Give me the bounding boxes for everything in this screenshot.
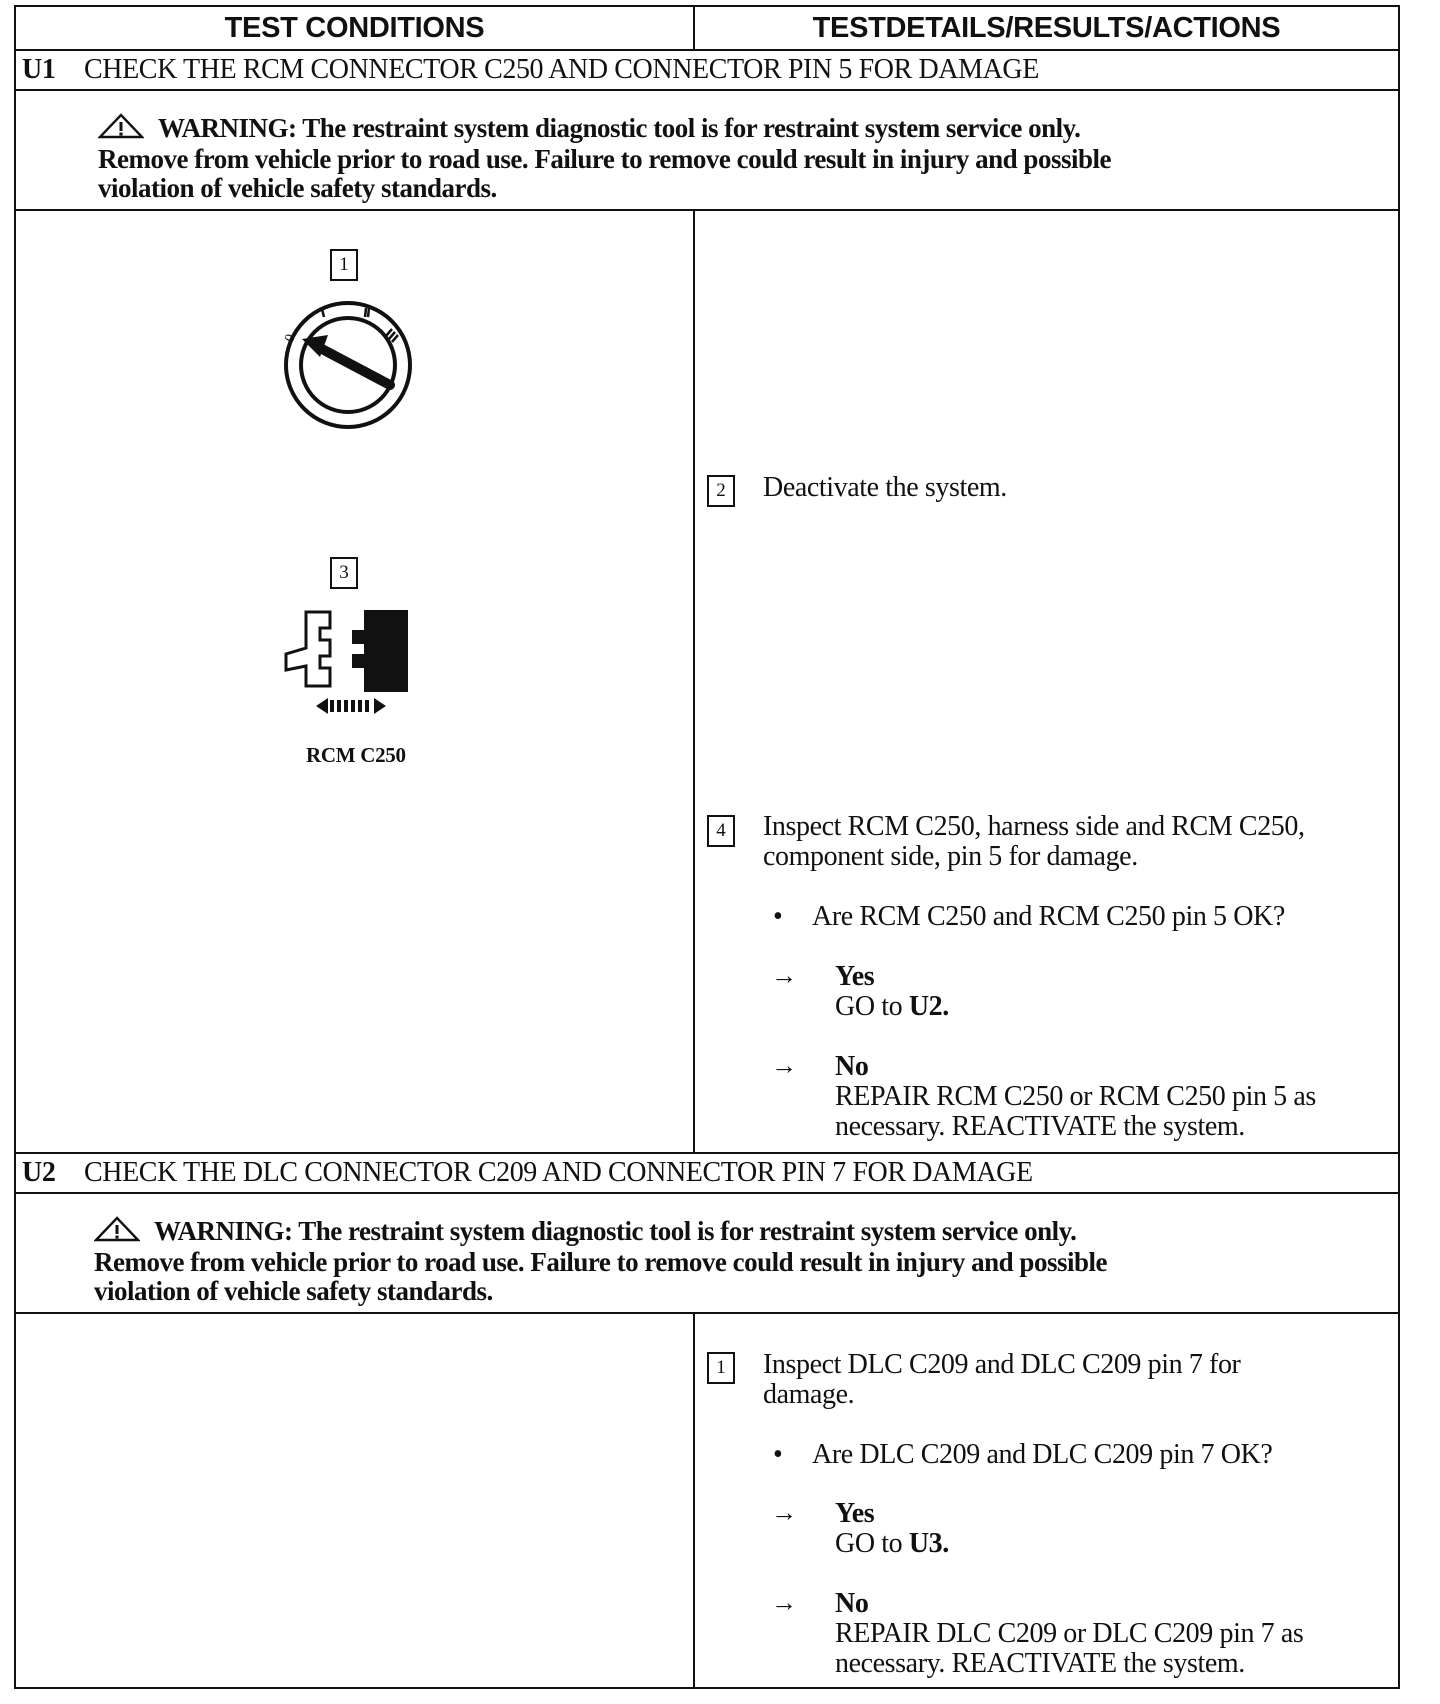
u1-no-label: No <box>835 1051 869 1082</box>
table-header <box>16 7 1398 49</box>
warning-triangle-icon <box>94 1216 140 1248</box>
u2-test-details <box>695 1314 1398 1687</box>
step-u2-title: CHECK THE DLC CONNECTOR C209 AND CONNECTOR PIN 7 FOR DAMAGE <box>84 1157 1033 1188</box>
step-u1-title-row <box>16 49 1398 89</box>
fig1-number-box: 1 <box>330 249 358 281</box>
u2-step1-line1: Inspect DLC C209 and DLC C209 pin 7 for <box>763 1349 1241 1380</box>
right-arrow-icon: → <box>771 1051 797 1080</box>
u1-warning-line2: Remove from vehicle prior to road use. Failure to remove could result in injury and possible <box>98 144 1111 174</box>
bullet-icon: • <box>773 901 783 932</box>
step-u1-title: CHECK THE RCM CONNECTOR C250 AND CONNECTOR PIN 5 FOR DAMAGE <box>84 54 1039 85</box>
step2-text: Deactivate the system. <box>763 472 1007 503</box>
u1-test-conditions <box>16 211 695 1152</box>
u1-body <box>16 209 1398 1152</box>
ignition-switch-icon <box>282 299 418 440</box>
u2-warning <box>16 1192 1398 1312</box>
right-arrow-icon: → <box>771 1498 797 1527</box>
u2-yes-goto: GO to <box>835 1528 903 1559</box>
u2-question: Are DLC C209 and DLC C209 pin 7 OK? <box>812 1439 1273 1470</box>
right-arrow-icon: → <box>771 961 797 990</box>
u1-yes-label: Yes <box>835 961 875 992</box>
u2-no-label: No <box>835 1588 869 1619</box>
u2-body <box>16 1312 1398 1687</box>
u1-warning <box>16 89 1398 209</box>
step-u2-id: U2 <box>22 1157 56 1188</box>
header-test-details: TESTDETAILS/RESULTS/ACTIONS <box>812 11 1281 44</box>
u1-warning-line1: WARNING: The restraint system diagnostic tool is for restraint system service only. <box>158 113 1081 143</box>
svg-text:0: 0 <box>282 332 299 345</box>
u1-yes-target: U2. <box>908 991 949 1022</box>
fig3-caption: RCM C250 <box>306 743 406 767</box>
u2-warning-line3: violation of vehicle safety standards. <box>94 1276 493 1306</box>
u2-no-line1: REPAIR DLC C209 or DLC C209 pin 7 as <box>835 1618 1304 1649</box>
step-u2-title-row <box>16 1152 1398 1192</box>
step4-number-box: 4 <box>707 815 735 847</box>
u1-no-line1: REPAIR RCM C250 or RCM C250 pin 5 as <box>835 1081 1316 1112</box>
fig3-number-box: 3 <box>330 557 358 589</box>
u1-yes-action <box>835 992 949 1022</box>
u2-warning-line1: WARNING: The restraint system diagnostic tool is for restraint system service only. <box>154 1216 1077 1246</box>
connector-disconnect-icon <box>282 604 422 739</box>
u1-warning-line3: violation of vehicle safety standards. <box>98 173 497 203</box>
right-arrow-icon: → <box>771 1588 797 1617</box>
u2-step1-line2: damage. <box>763 1379 855 1410</box>
step-u1-id: U1 <box>22 54 56 85</box>
u2-test-conditions <box>16 1314 695 1687</box>
u2-no-line2: necessary. REACTIVATE the system. <box>835 1648 1245 1679</box>
diagnostic-table <box>14 5 1400 1689</box>
u1-no-line2: necessary. REACTIVATE the system. <box>835 1111 1245 1142</box>
u2-yes-action <box>835 1529 949 1559</box>
warning-triangle-icon <box>98 113 144 145</box>
u2-yes-target: U3. <box>908 1528 949 1559</box>
step4-line2: component side, pin 5 for damage. <box>763 841 1138 872</box>
u1-yes-goto: GO to <box>835 991 903 1022</box>
u2-warning-line2: Remove from vehicle prior to road use. Failure to remove could result in injury and possible <box>94 1247 1107 1277</box>
header-test-conditions: TEST CONDITIONS <box>16 7 695 49</box>
bullet-icon: • <box>773 1439 783 1470</box>
step2-number-box: 2 <box>707 475 735 507</box>
step4-line1: Inspect RCM C250, harness side and RCM C250, <box>763 811 1305 842</box>
u2-step1-number-box: 1 <box>707 1352 735 1384</box>
u1-test-details <box>695 211 1398 1152</box>
u2-yes-label: Yes <box>835 1498 875 1529</box>
u1-question: Are RCM C250 and RCM C250 pin 5 OK? <box>812 901 1285 932</box>
